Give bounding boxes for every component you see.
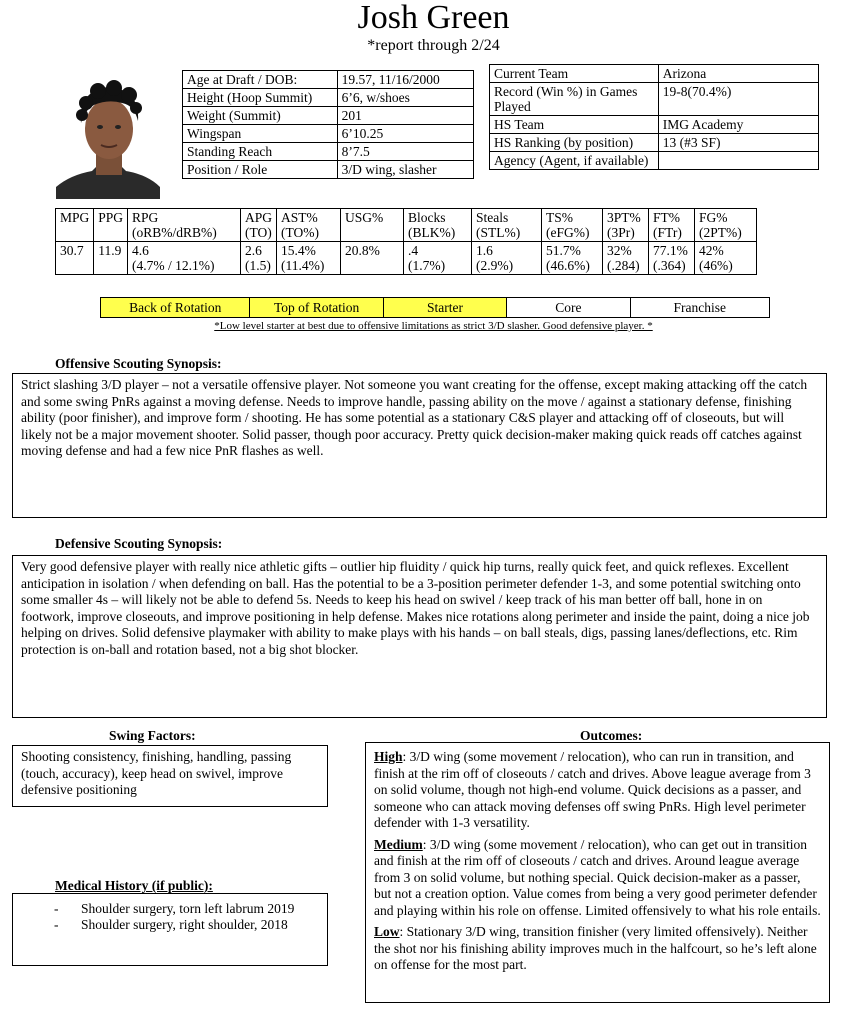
team-value	[658, 152, 818, 170]
stat-header: Steals (STL%)	[472, 209, 542, 242]
player-photo	[56, 75, 160, 199]
rotation-starter: Starter	[383, 298, 506, 318]
swing-factors: Shooting consistency, finishing, handling, passing (touch, accuracy), keep head on swivel, improve defensive positioning	[12, 745, 328, 807]
outcome-high: High: 3/D wing (some movement / relocation), who can run in transition, and finish at the rim off of closeouts / catch and drives. Above league average from 3 on solid volume, though not high-end volume. Quick decisions as a passer, and someone who can attack moving defenses off swing PnRs. High level perimeter defender with 1-3 versatility.	[374, 749, 811, 830]
stat-value: .4 (1.7%)	[404, 242, 472, 275]
team-label: Current Team	[490, 65, 659, 83]
stat-value: 30.7	[56, 242, 94, 275]
report-date: *report through 2/24	[367, 37, 500, 54]
offense-label: Offensive Scouting Synopsis:	[55, 356, 222, 371]
bio-label: Weight (Summit)	[183, 107, 338, 125]
stat-value: 77.1% (.364)	[649, 242, 695, 275]
swing-label: Swing Factors:	[109, 728, 196, 743]
stat-header: PPG	[94, 209, 128, 242]
outcome-medium: Medium: 3/D wing (some movement / relocation), who can get out in transition and finish at the rim off of closeouts / catch and drives. Around league average from 3 on solid volume, but nothing special. Quick decision-maker as a passer, but not a creation option. Value comes from being a very good perimeter defender and playing within his role on offense. Limited offensively to what his role entails.	[374, 836, 821, 918]
stat-header: MPG	[56, 209, 94, 242]
bio-value: 3/D wing, slasher	[337, 161, 473, 179]
rotation-back-of-rotation: Back of Rotation	[101, 298, 250, 318]
stat-header: FT% (FTr)	[649, 209, 695, 242]
stat-header: FG% (2PT%)	[695, 209, 757, 242]
stat-value: 20.8%	[341, 242, 404, 275]
page-title: Josh Green	[357, 0, 510, 36]
team-label: HS Team	[490, 116, 659, 134]
team-value: IMG Academy	[658, 116, 818, 134]
rotation-franchise: Franchise	[630, 298, 769, 318]
defense-label: Defensive Scouting Synopsis:	[55, 536, 223, 551]
bio-label: Height (Hoop Summit)	[183, 89, 338, 107]
bio-value: 6’6, w/shoes	[337, 89, 473, 107]
medical-item: - Shoulder surgery, torn left labrum 2019	[21, 901, 319, 917]
medical-label: Medical History (if public):	[55, 878, 213, 893]
defense-synopsis: Very good defensive player with really nice athletic gifts – outlier hip fluidity / quick hip turns, really quick feet, and quick reflexes. Excellent anticipation in isolation / when defending on ball. Has the potential to be a 3-position perimeter defender 1-3, and some potential switching onto some smaller 4s – will likely not be able to defend 5s. Needs to keep his head on swivel / keep track of his man better off ball, hone in on footwork, improve closeouts, and improve positioning in help defense. Makes nice rotations along perimeter and inside the paint, doing a nice job helping on drives. Solid defensive playmaker with ability to make plays with his hands – on ball steals, digs, passing lanes/deflections, etc. Rim protection is on-ball and rotation based, not a big shot blocker.	[12, 555, 827, 718]
team-table	[489, 64, 819, 170]
medical-item: - Shoulder surgery, right shoulder, 2018	[21, 917, 319, 933]
rotation-core: Core	[507, 298, 630, 318]
rotation-top-of-rotation: Top of Rotation	[250, 298, 383, 318]
stat-value: 32% (.284)	[603, 242, 649, 275]
stat-header: RPG (oRB%/dRB%)	[128, 209, 241, 242]
bio-value: 8’7.5	[337, 143, 473, 161]
stat-header: APG (TO)	[241, 209, 277, 242]
stat-header: 3PT% (3Pr)	[603, 209, 649, 242]
stat-header: USG%	[341, 209, 404, 242]
stat-header: AST% (TO%)	[277, 209, 341, 242]
stat-value: 51.7% (46.6%)	[542, 242, 603, 275]
team-label: HS Ranking (by position)	[490, 134, 659, 152]
stat-value: 4.6 (4.7% / 12.1%)	[128, 242, 241, 275]
medical-history	[12, 893, 328, 966]
stat-value: 15.4% (11.4%)	[277, 242, 341, 275]
stat-header: TS% (eFG%)	[542, 209, 603, 242]
team-label: Agency (Agent, if available)	[490, 152, 659, 170]
outcome-low: Low: Stationary 3/D wing, transition finisher (very limited offensively). Neither the shot nor his finishing ability improves much in the halfcourt, so he’s left alone on offense for the most part.	[374, 924, 817, 972]
bio-label: Position / Role	[183, 161, 338, 179]
stat-value: 2.6 (1.5)	[241, 242, 277, 275]
rotation-note: *Low level starter at best due to offensive limitations as strict 3/D slasher. Good defensive player. *	[214, 320, 653, 332]
stats-table	[55, 208, 757, 275]
outcomes-label: Outcomes:	[580, 728, 643, 743]
offense-synopsis: Strict slashing 3/D player – not a versatile offensive player. Not someone you want creating for the offense, except making attacking off the catch and some swing PnRs against a moving defense. Needs to improve handle, passing ability on the move / against a stationary defense, finishing ability (poor finisher), and improve form / shooting. He has some potential as a stationary C&S player and attacking off of closeouts, but will likely not be a major movement shooter. Solid passer, though poor accuracy. Pretty quick decision-maker making quick reads off catches against moving defense and had a few nice PnR flashes as well.	[12, 373, 827, 518]
bio-table	[182, 70, 474, 179]
bio-label: Wingspan	[183, 125, 338, 143]
team-label: Record (Win %) in Games Played	[490, 83, 659, 116]
team-value: 19-8(70.4%)	[658, 83, 818, 116]
rotation-scale	[100, 297, 770, 318]
stat-value: 1.6 (2.9%)	[472, 242, 542, 275]
outcomes-box	[365, 742, 830, 1003]
bio-label: Standing Reach	[183, 143, 338, 161]
stat-header: Blocks (BLK%)	[404, 209, 472, 242]
team-value: Arizona	[658, 65, 818, 83]
stat-value: 42% (46%)	[695, 242, 757, 275]
bio-value: 6’10.25	[337, 125, 473, 143]
bio-label: Age at Draft / DOB:	[183, 71, 338, 89]
bio-value: 201	[337, 107, 473, 125]
bio-value: 19.57, 11/16/2000	[337, 71, 473, 89]
stat-value: 11.9	[94, 242, 128, 275]
team-value: 13 (#3 SF)	[658, 134, 818, 152]
